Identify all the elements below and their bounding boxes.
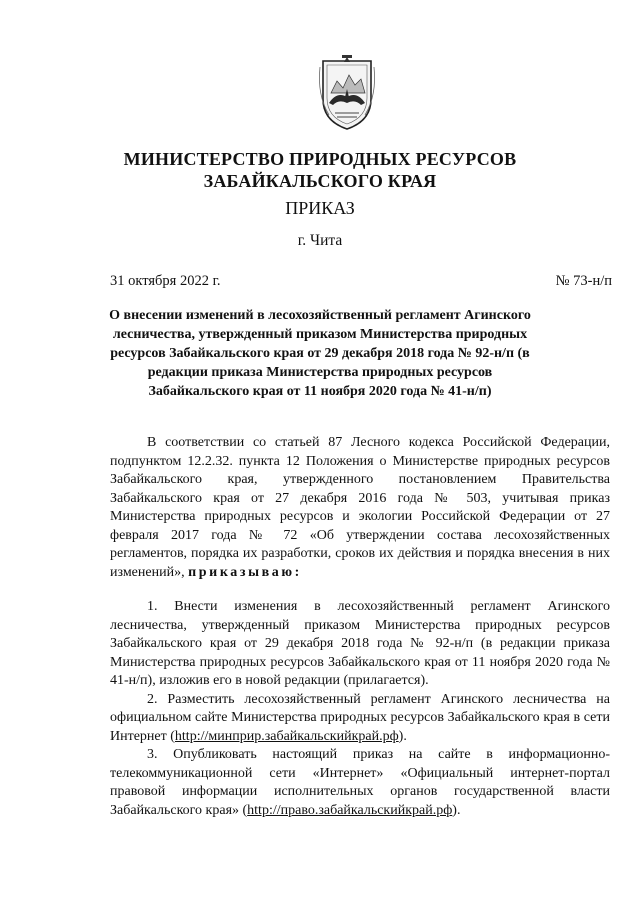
- coat-of-arms-emblem: [315, 55, 379, 131]
- document-type: ПРИКАЗ: [285, 198, 355, 218]
- ministry-name-line2: ЗАБАЙКАЛЬСКОГО КРАЯ: [203, 171, 437, 191]
- order-date: 31 октября 2022 г.: [110, 273, 221, 289]
- order-item-3: [110, 746, 610, 820]
- order-item-3-end: ).: [452, 802, 461, 818]
- ministry-site-link[interactable]: http://минприр.забайкальскийкрай.рф: [174, 728, 399, 744]
- city: г. Чита: [297, 232, 343, 249]
- legal-portal-link[interactable]: http://право.забайкальскийкрай.рф: [247, 802, 453, 818]
- order-item-1: [110, 598, 610, 691]
- order-number: № 73-н/п: [555, 273, 612, 289]
- ministry-name-line1: МИНИСТЕРСТВО ПРИРОДНЫХ РЕСУРСОВ: [123, 149, 517, 169]
- preamble: [110, 434, 610, 582]
- order-item-1-text: 1. Внести изменения в лесохозяйственный регламент Агинского лесничества, утвержденный приказом Министерства природных ресурсов Забайкальского края от 29 декабря 2018 года № 92-н/п (в редакции приказа Министерства природных ресурсов Забайкальского края от 11 ноября 2020 года № 41-н/п), изложив его в новой редакции (прилагается).: [110, 599, 610, 688]
- order-item-2-text: 2. Разместить лесохозяйственный регламент Агинского лесничества на официальном сайте Министерства природных ресурсов Забайкальского края в сети Интернет (: [110, 691, 610, 744]
- order-item-2-end: ).: [398, 728, 407, 744]
- directive-word: приказываю:: [188, 564, 302, 580]
- order-item-3-text: 3. Опубликовать настоящий приказ на сайте в информационно-телекоммуникационной сети «Интернет» «Официальный интернет-портал правовой информации исполнительных органов государственной власти Забайкальского края» (: [110, 747, 610, 818]
- order-item-2: [110, 691, 610, 747]
- preamble-text: В соответствии со статьей 87 Лесного кодекса Российской Федерации, подпунктом 12.2.32. пункта 12 Положения о Министерстве природных ресурсов Забайкальского края, утвержденного постановлением Правительства Забайкальского края от 27 декабря 2016 года № 503, учитывая приказ Министерства природных ресурсов и экологии Российской Федерации от 27 февраля 2017 года № 72 «Об утверждении состава лесохозяйственных регламентов, порядка их разработки, сроков их действия и порядка внесения в них изменений»,: [110, 435, 610, 580]
- order-items: [110, 598, 610, 820]
- order-title: О внесении изменений в лесохозяйственный регламент Агинского лесничества, утвержденный приказом Министерства природных ресурсов Забайкальского края от 29 декабря 2018 года № 92-н/п (в редакции приказа Министерства природных ресурсов Забайкальского края от 11 ноября 2020 года № 41-н/п): [109, 308, 531, 399]
